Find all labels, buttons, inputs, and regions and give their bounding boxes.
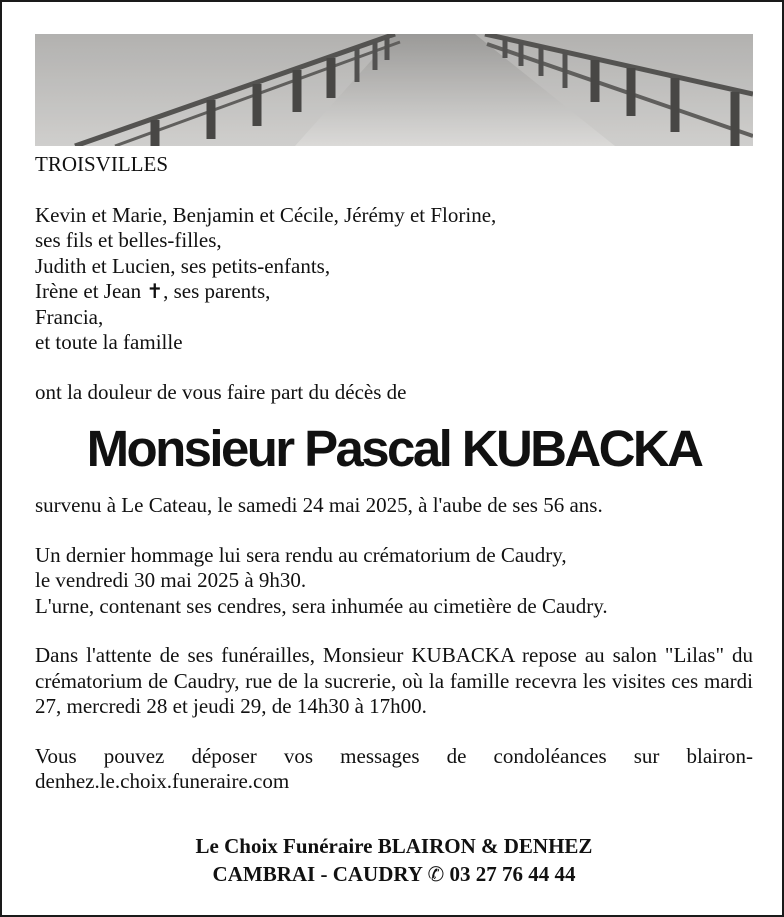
family-list: [35, 203, 753, 356]
funeral-home-contact: [35, 860, 753, 888]
death-info: survenu à Le Cateau, le samedi 24 mai 2025, à l'aube de ses 56 ans.: [35, 493, 603, 517]
ceremony-line: le vendredi 30 mai 2025 à 9h30.: [35, 568, 307, 592]
town-name: TROISVILLES: [35, 152, 168, 176]
family-line: Judith et Lucien, ses petits-enfants,: [35, 253, 331, 278]
bridge-photo-icon: [35, 34, 753, 146]
condolences-website: denhez.le.choix.funeraire.com: [35, 769, 290, 793]
condolences-info: [35, 744, 753, 795]
notice-body: [35, 152, 753, 795]
family-line: Francia,: [35, 304, 104, 329]
funeral-home-phone: 03 27 76 44 44: [449, 862, 576, 886]
funeral-home-footer: [35, 832, 753, 888]
funeral-home-cities: CAMBRAI - CAUDRY: [212, 862, 423, 886]
family-line-parents: [35, 279, 753, 305]
family-line: ses fils et belles-filles,: [35, 228, 222, 252]
funeral-home-name: Le Choix Funéraire BLAIRON & DENHEZ: [195, 834, 593, 858]
condolences-line: Vous pouvez déposer vos messages de condoléances sur blairon-: [35, 743, 753, 768]
family-line: Kevin et Marie, Benjamin et Cécile, Jérémy et Florine,: [35, 202, 497, 227]
announcement: ont la douleur de vous faire part du décès de: [35, 379, 407, 404]
cross-icon: ✝: [146, 279, 164, 303]
visitation-info: Dans l'attente de ses funérailles, Monsieur KUBACKA repose au salon "Lilas" du crématorium de Caudry, rue de la sucrerie, où la famille recevra les visites ces mardi 27, mercredi 28 et jeudi 29, de 14h30 à 17h00.: [35, 643, 753, 718]
parents-names: Irène et Jean: [35, 279, 142, 303]
deceased-name: Monsieur Pascal KUBACKA: [86, 420, 702, 477]
phone-icon: ✆: [427, 862, 445, 886]
family-line: et toute la famille: [35, 330, 183, 354]
parents-relation: , ses parents,: [163, 279, 271, 303]
ceremony-info: [35, 543, 753, 620]
ceremony-line: Un dernier hommage lui sera rendu au crématorium de Caudry,: [35, 542, 567, 567]
ceremony-line: L'urne, contenant ses cendres, sera inhumée au cimetière de Caudry.: [35, 593, 608, 618]
